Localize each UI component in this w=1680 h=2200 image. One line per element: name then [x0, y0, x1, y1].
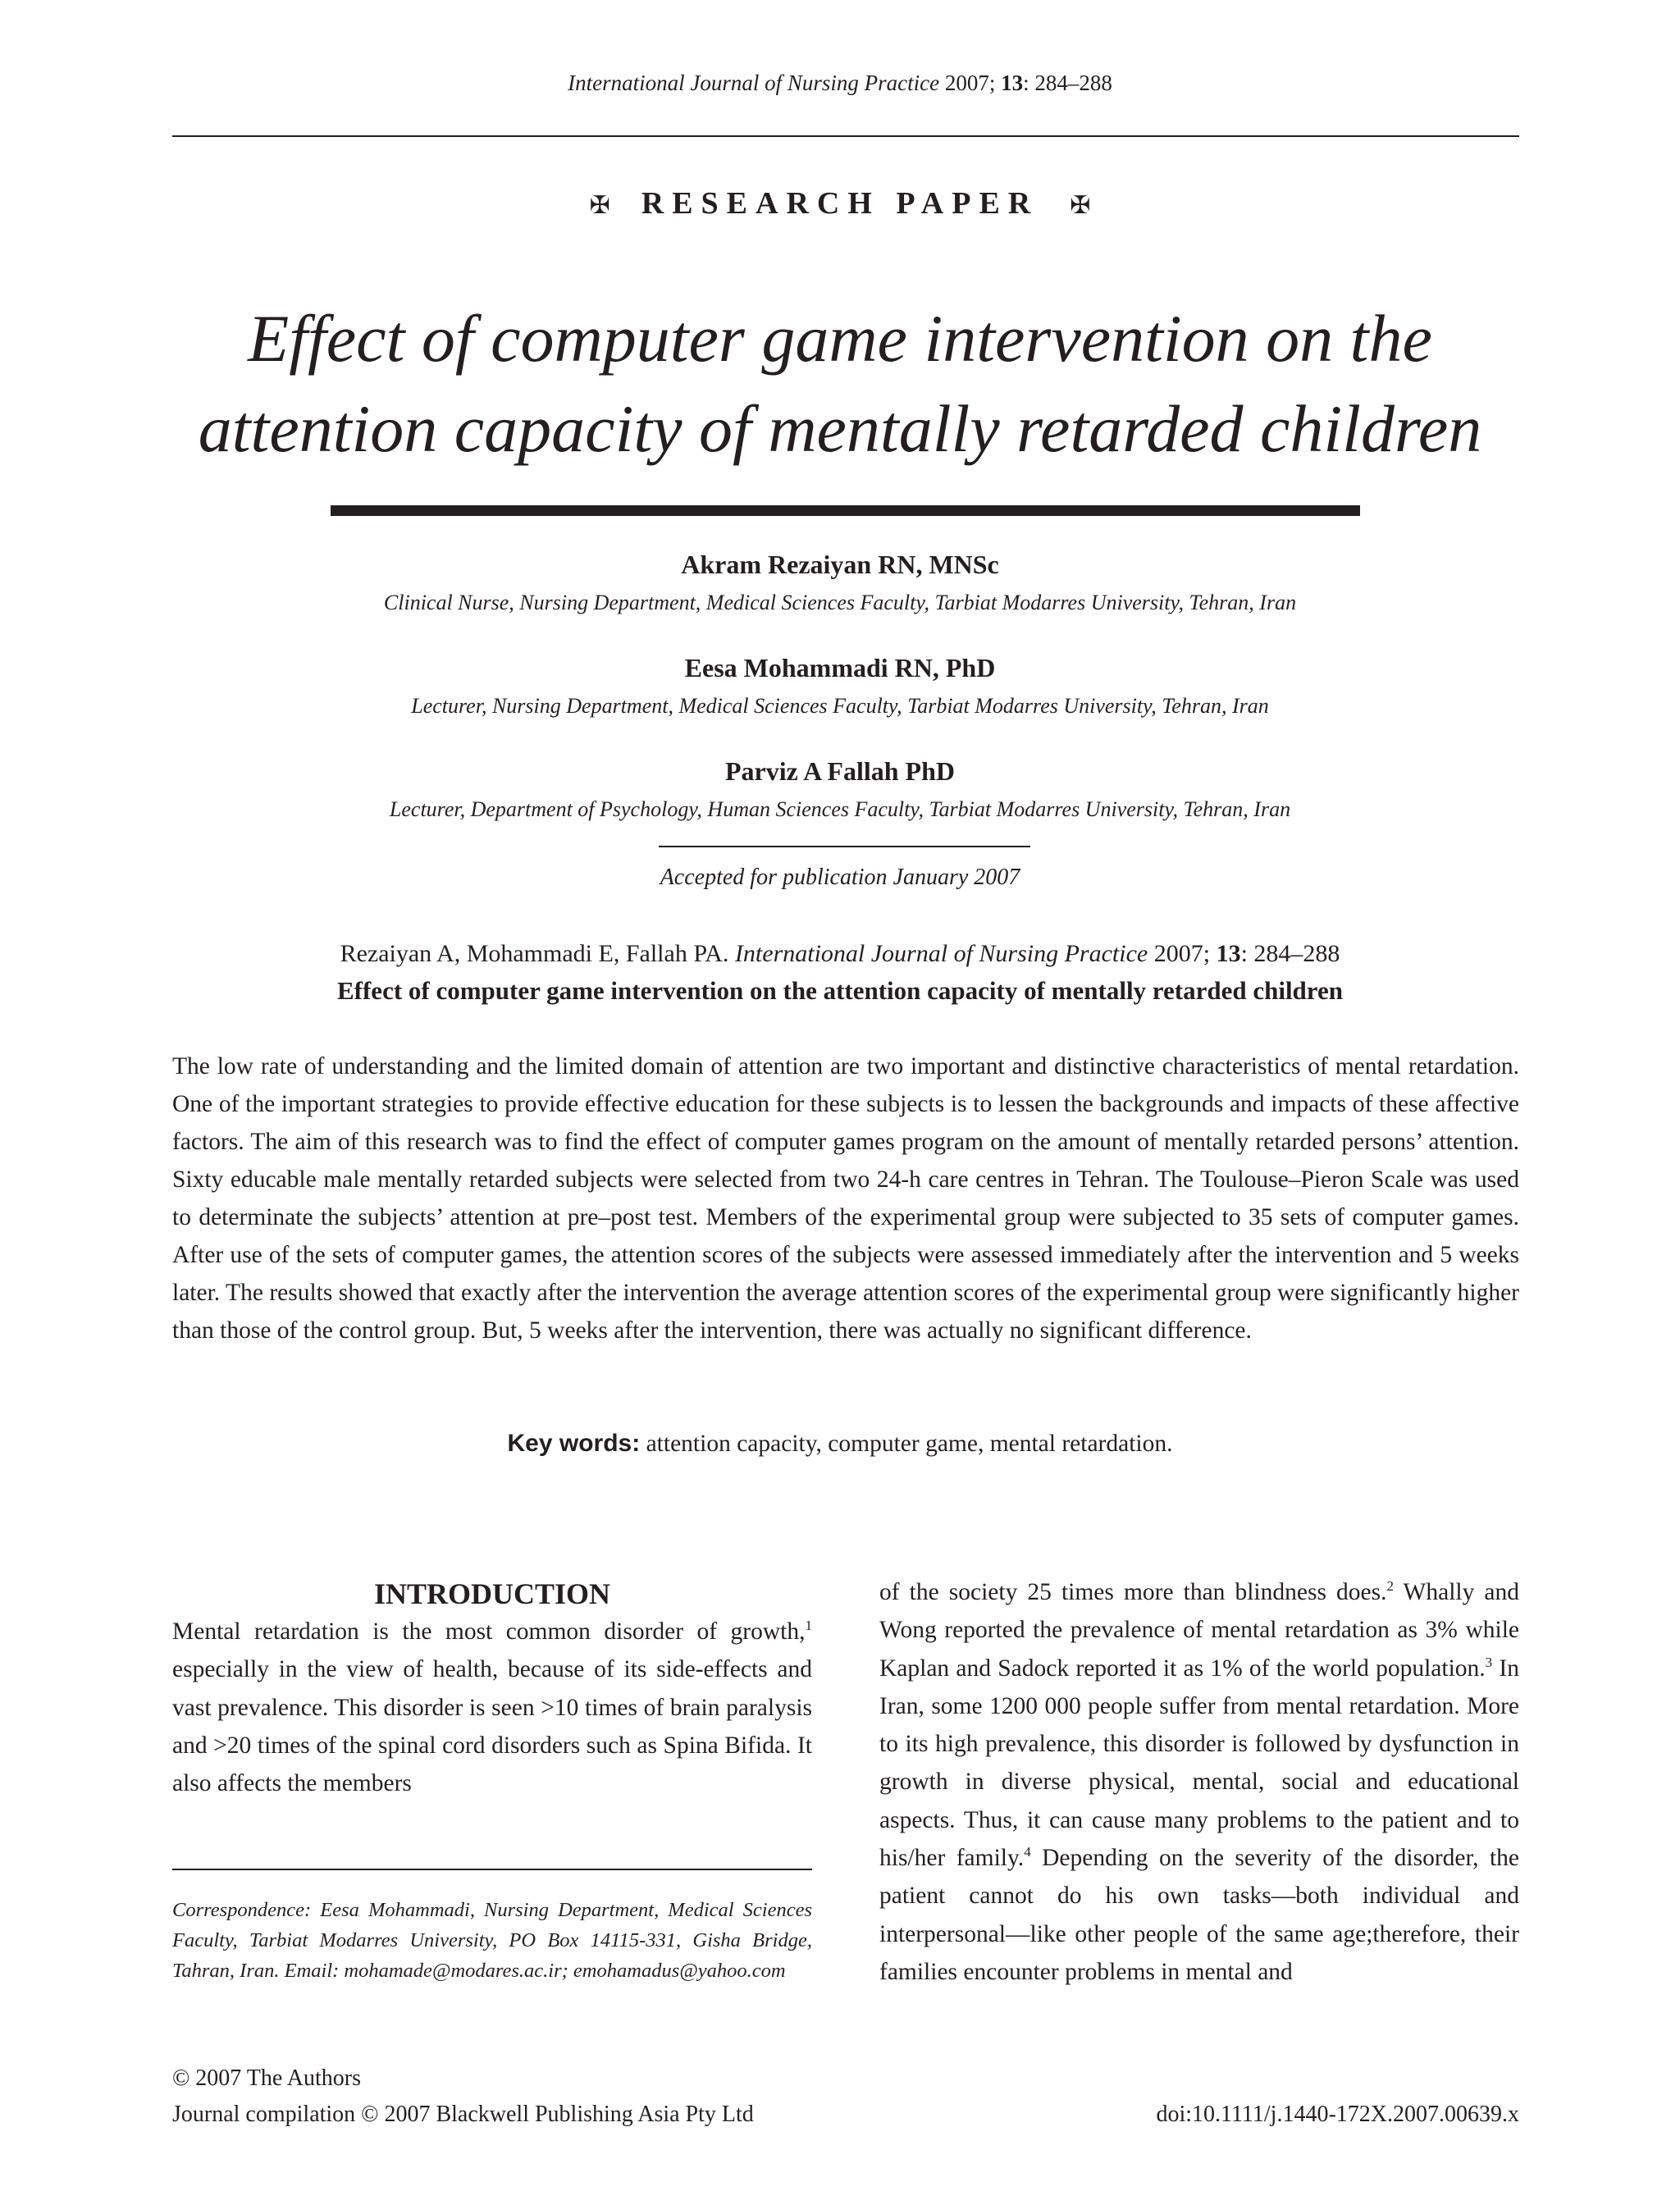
cross-ornament-icon: ✠ — [589, 192, 610, 219]
keywords — [0, 1430, 1680, 1458]
title-line-2: attention capacity of mentally retarded children — [198, 391, 1482, 466]
citation-journal: International Journal of Nursing Practice — [734, 940, 1148, 967]
text-run: Depending on the severity of the disorder, the patient cannot do his own tasks—both individual and interpersonal—like other people of the same age;therefore, their families encounter problems in mental and — [879, 1845, 1519, 1985]
running-head-volume: 13 — [1001, 71, 1024, 95]
header-rule — [172, 135, 1519, 137]
copyright-line-1: © 2007 The Authors — [172, 2065, 361, 2091]
author-name: Eesa Mohammadi RN, PhD — [684, 653, 996, 682]
title-bar — [331, 505, 1360, 516]
keywords-text: attention capacity, computer game, mental retardation. — [646, 1431, 1173, 1457]
introduction-text-right — [879, 1573, 1519, 1991]
copyright-line-2: Journal compilation © 2007 Blackwell Publishing Asia Pty Ltd — [172, 2102, 754, 2127]
author-affiliation: Lecturer, Department of Psychology, Human Sciences Faculty, Tarbiat Modarres University, Tehran, Iran — [389, 797, 1291, 821]
reference-marker: 4 — [1024, 1844, 1031, 1860]
text-run: especially in the view of health, because of its side-effects and vast prevalence. This disorder is seen >10 times of brain paralysis and >20 times of the spinal cord disorders such as Spina Bifida. It also affects the members — [172, 1656, 812, 1797]
running-head-journal: International Journal of Nursing Practice — [568, 71, 940, 95]
text-run: Mental retardation is the most common disorder of growth, — [172, 1618, 806, 1645]
section-label — [0, 185, 1680, 221]
introduction-text-left — [172, 1613, 812, 1802]
running-head — [0, 71, 1680, 96]
citation-pages: : 284–288 — [1240, 940, 1340, 967]
footnote-rule — [172, 1869, 812, 1870]
citation-authors: Rezaiyan A, Mohammadi E, Fallah PA. — [340, 940, 729, 967]
doi: doi:10.1111/j.1440-172X.2007.00639.x — [1156, 2102, 1519, 2127]
correspondence-note: Correspondence: Eesa Mohammadi, Nursing Department, Medical Sciences Faculty, Tarbiat Modarres University, PO Box 14115-331, Gisha Bridge, Tahran, Iran. Email: mohamade@modares.ac.ir; emohamadus@yahoo.com — [172, 1899, 812, 1982]
text-run: In Iran, some 1200 000 people suffer from mental retardation. More to its high prevalence, this disorder is followed by dysfunction in growth in diverse physical, mental, social and educational aspects. Thus, it can cause many problems to the patient and to his/her family. — [879, 1655, 1519, 1872]
copyright — [172, 2061, 911, 2133]
citation-year: 2007; — [1153, 940, 1211, 967]
running-head-pages: : 284–288 — [1023, 71, 1112, 95]
affiliation-rule — [659, 846, 1030, 847]
accepted-date: Accepted for publication January 2007 — [660, 865, 1020, 890]
author-affiliation: Lecturer, Nursing Department, Medical Sciences Faculty, Tarbiat Modarres University, Tehran, Iran — [411, 694, 1269, 718]
author-name: Akram Rezaiyan RN, MNSc — [681, 550, 999, 579]
author-name: Parviz A Fallah PhD — [725, 756, 955, 786]
section-label-text: RESEARCH PAPER — [641, 186, 1039, 221]
text-run: Whally and Wong reported the prevalence of mental retardation as 3% while Kaplan and Sadock reported it as 1% of the world population. — [879, 1579, 1520, 1682]
cross-ornament-icon: ✠ — [1070, 192, 1091, 219]
author-affiliation: Clinical Nurse, Nursing Department, Medical Sciences Faculty, Tarbiat Modarres University, Tehran, Iran — [383, 591, 1297, 614]
keywords-label: Key words: — [507, 1430, 641, 1457]
left-column — [172, 1573, 812, 1802]
citation-title: Effect of computer game intervention on the attention capacity of mentally retarded children — [336, 976, 1343, 1005]
citation-volume: 13 — [1216, 940, 1241, 967]
title-line-1: Effect of computer game intervention on the — [248, 301, 1432, 376]
citation-line — [0, 940, 1680, 968]
running-head-year: 2007; — [944, 71, 996, 95]
text-run: of the society 25 times more than blindness does. — [879, 1579, 1387, 1605]
reference-marker: 1 — [805, 1618, 812, 1634]
reference-marker: 3 — [1485, 1654, 1493, 1670]
abstract: The low rate of understanding and the limited domain of attention are two important and distinctive characteristics of mental retardation. One of the important strategies to provide effective education for these subjects is to lessen the backgrounds and impacts of these affective factors. The aim of this research was to find the effect of computer games program on the amount of mentally retarded persons’ attention. Sixty educable male mentally retarded subjects were selected from two 24-h care centres in Tehran. The Toulouse–Pieron Scale was used to determinate the subjects’ attention at pre–post test. Members of the experimental group were subjected to 35 sets of computer games. After use of the sets of computer games, the attention scores of the subjects were assessed immediately after the intervention and 5 weeks later. The results showed that exactly after the intervention the average attention scores of the experimental group were significantly higher than those of the control group. But, 5 weeks after the intervention, there was actually no significant difference. — [172, 1053, 1519, 1344]
reference-marker: 2 — [1386, 1578, 1394, 1595]
right-column — [879, 1573, 1519, 1991]
paper-title — [123, 294, 1557, 474]
introduction-heading: INTRODUCTION — [373, 1577, 611, 1610]
